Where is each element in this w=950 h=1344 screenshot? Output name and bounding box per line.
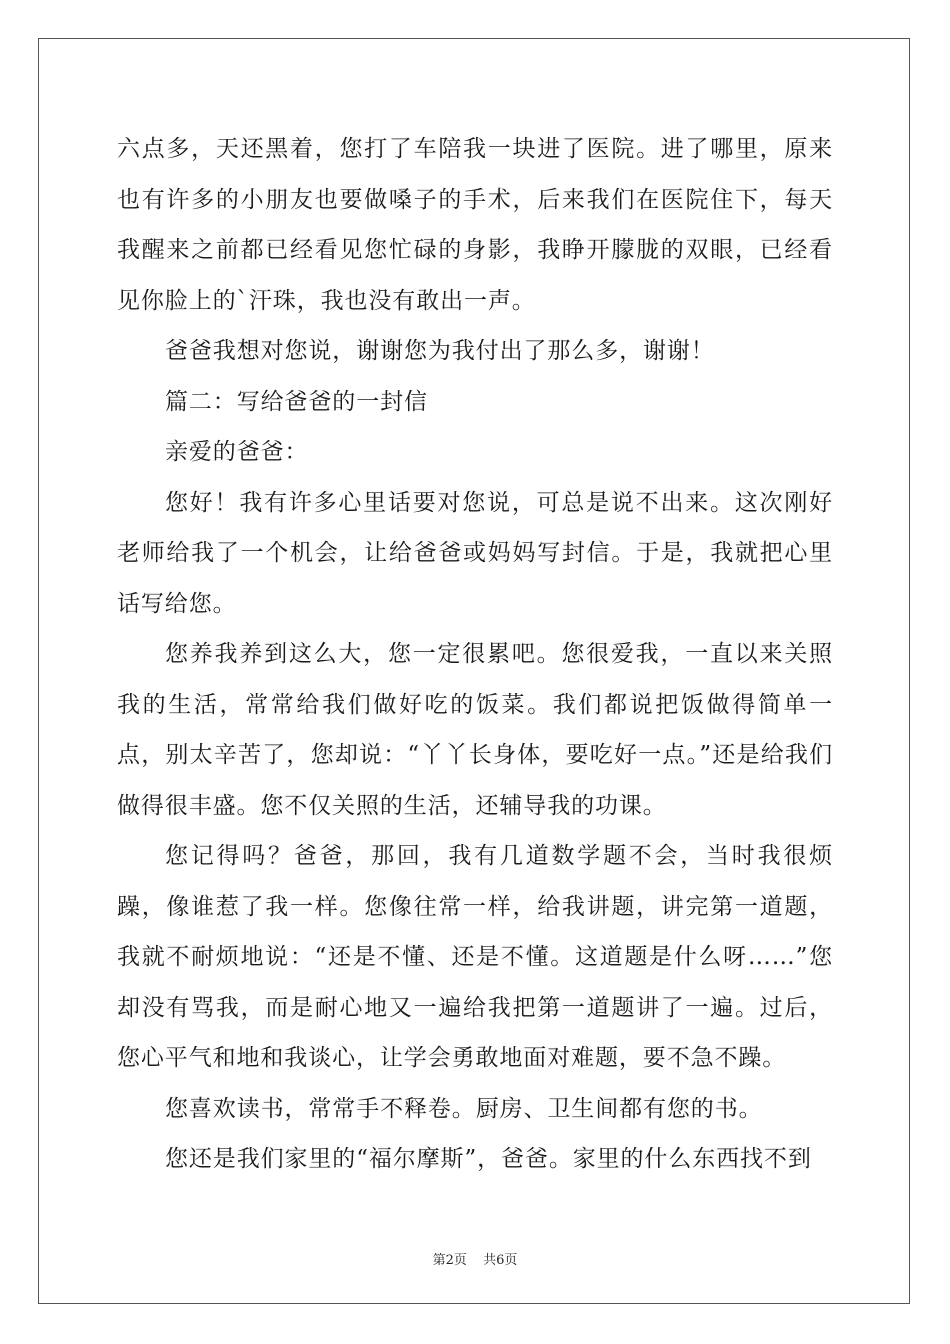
paragraph-6: 您养我养到这么大，您一定很累吧。您很爱我，一直以来关照我的生活，常常给我们做好吃的饭菜。我们都说把饭做得简单一点，别太辛苦了，您却说：“丫丫长身体，要吃好一点。”还是给我们做得很丰盛。您不仅关照的生活，还辅导我的功课。	[117, 641, 833, 819]
paragraph-8: 您喜欢读书，常常手不释卷。厨房、卫生间都有您的书。	[165, 1095, 763, 1122]
paragraph-1: 六点多，天还黑着，您打了车陪我一块进了医院。进了哪里，原来也有许多的小朋友也要做嗓子的手术，后来我们在医院住下，每天我醒来之前都已经看见您忙碌的身影，我睁开朦胧的双眼，已经看见你脸上的`汗珠，我也没有敢出一声。	[117, 136, 833, 314]
paragraph-5: 您好！我有许多心里话要对您说，可总是说不出来。这次刚好老师给我了一个机会，让给爸爸或妈妈写封信。于是，我就把心里话写给您。	[117, 489, 833, 617]
paragraph-2: 爸爸我想对您说，谢谢您为我付出了那么多，谢谢！	[165, 338, 715, 364]
document-body	[117, 124, 833, 1185]
page-number: 第2页	[432, 1253, 467, 1268]
paragraph-7: 您记得吗？爸爸，那回，我有几道数学题不会，当时我很烦躁，像谁惹了我一样。您像往常一样，给我讲题，讲完第一道题，我就不耐烦地说：“还是不懂、还是不懂。这道题是什么呀……”您却没有骂我，而是耐心地又一遍给我把第一道题讲了一遍。过后，您心平气和地和我谈心，让学会勇敢地面对难题，要不急不躁。	[117, 843, 833, 1071]
page-footer	[0, 1249, 950, 1268]
section-heading: 篇二：写给爸爸的一封信	[165, 388, 428, 415]
letter-salutation: 亲爱的爸爸：	[165, 439, 309, 465]
paragraph-9: 您还是我们家里的“福尔摩斯”，爸爸。家里的什么东西找不到	[165, 1146, 812, 1172]
page-total: 共6页	[483, 1253, 518, 1268]
